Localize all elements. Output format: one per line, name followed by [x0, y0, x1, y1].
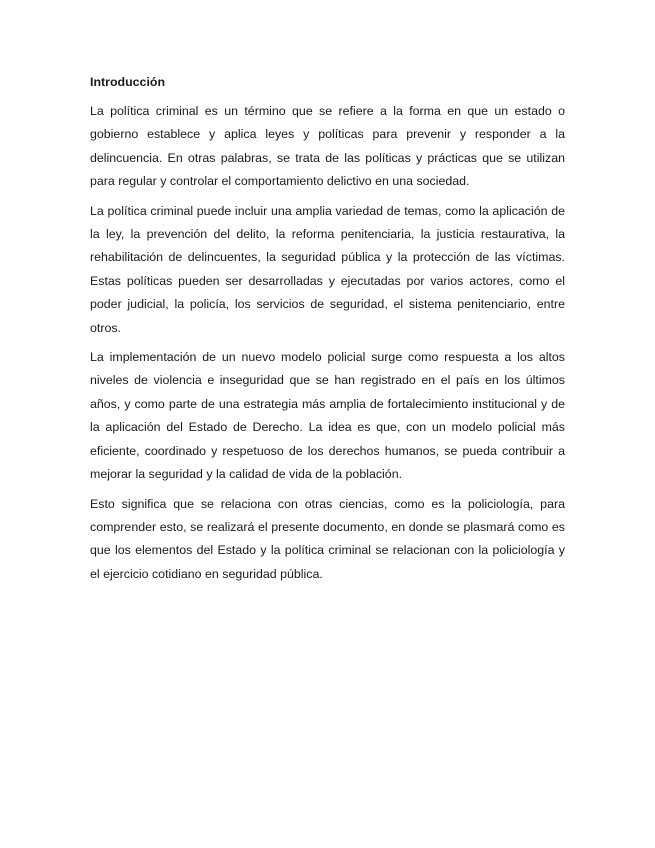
section-heading: Introducción [90, 75, 166, 89]
paragraph-1: La política criminal es un término que se refiere a la forma en que un estado o gobierno establece y aplica leyes y políticas para prevenir y responder a la delincuencia. En otras palabras, se trata de las políticas y prácticas que se utilizan para regular y controlar el comportamiento delictivo en una sociedad. [90, 104, 565, 189]
paragraph-4: Esto significa que se relaciona con otras ciencias, como es la policiología, para comprender esto, se realizará el presente documento, en donde se plasmará como es que los elementos del Estado y la política criminal se relacionan con la policiología y el ejercicio cotidiano en seguridad pública. [90, 496, 565, 581]
paragraph-3: La implementación de un nuevo modelo policial surge como respuesta a los altos niveles de violencia e inseguridad que se han registrado en el país en los últimos años, y como parte de una estrategia más amplia de fortalecimiento institucional y de la aplicación del Estado de Derecho. La idea es que, con un modelo policial más eficiente, coordinado y respetuoso de los derechos humanos, se pueda contribuir a mejorar la seguridad y la calidad de vida de la población. [90, 350, 565, 482]
paragraph-2: La política criminal puede incluir una amplia variedad de temas, como la aplicación de la ley, la prevención del delito, la reforma penitenciaria, la justicia restaurativa, la rehabilitación de delincuentes, la seguridad pública y la protección de las víctimas. Estas políticas pueden ser desarrolladas y ejecutadas por varios actores, como el poder judicial, la policía, los servicios de seguridad, el sistema penitenciario, entre otros. [90, 203, 565, 335]
